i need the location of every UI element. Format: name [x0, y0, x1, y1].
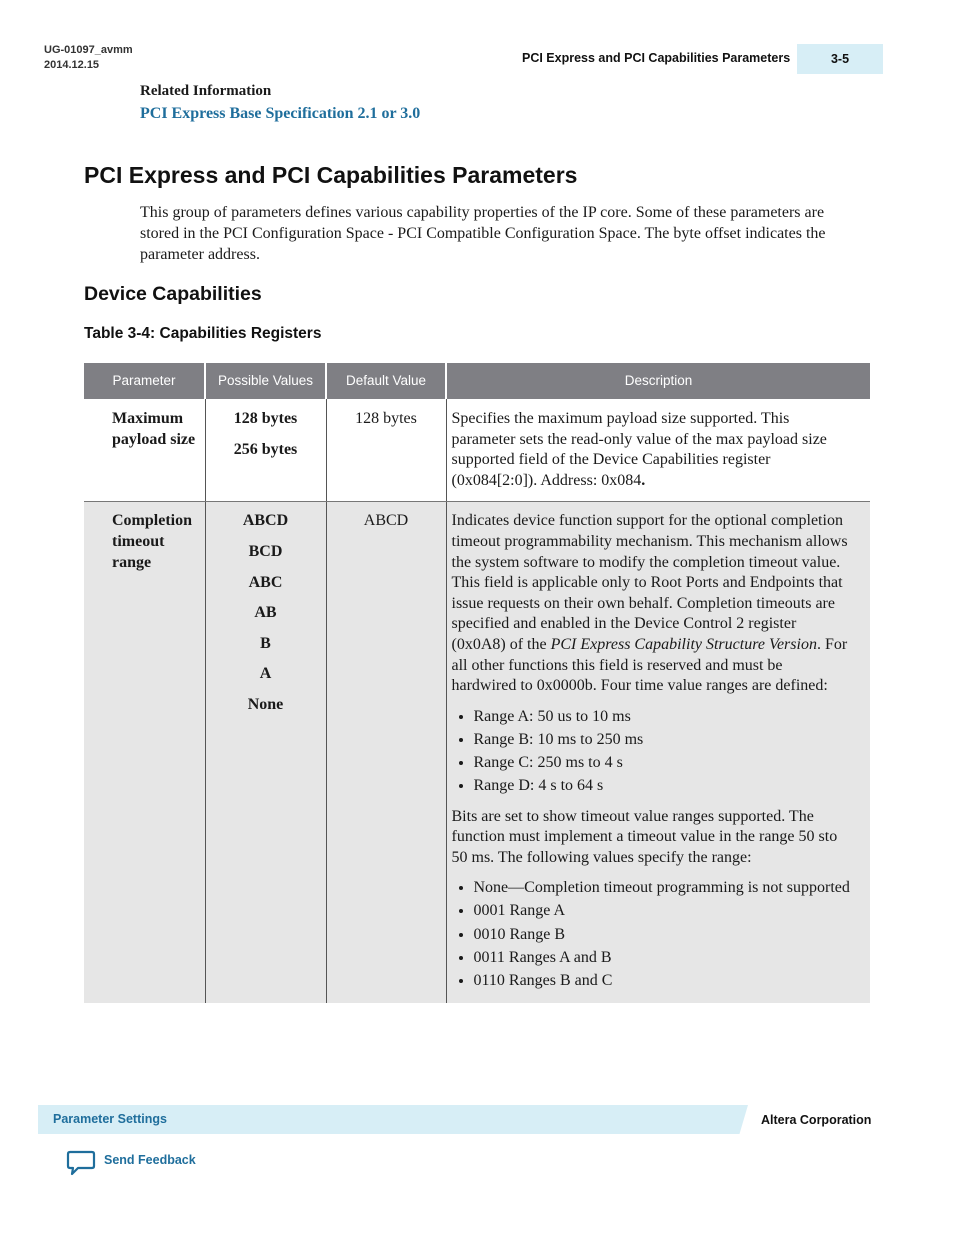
default-value-cell: ABCD: [326, 502, 446, 1003]
value-item: AB: [254, 604, 277, 622]
list-item: • Range A: 50 us to 10 ms: [474, 707, 851, 728]
list-item: • Range C: 250 ms to 4 s: [474, 753, 851, 774]
list-item: • 0010 Range B: [474, 925, 851, 946]
document-id: [44, 43, 133, 73]
description-text: Indicates device function support for the optional completion timeout programmability mechanism. This mechanism allows the system software to modify the completion timeout value. This field is applicable only to Root Ports and Endpoints that issue requests on their own behalf. Completion timeouts are specified and enabled in the Device Control 2 register (0x0A8) of the: [451, 512, 848, 653]
list-item: • None—Completion timeout programming is not supported: [474, 878, 851, 899]
subsection-title: Device Capabilities: [84, 283, 262, 305]
footer-company: Altera Corporation: [761, 1113, 872, 1127]
table-row: [84, 502, 870, 1003]
header-parameter: Parameter: [84, 363, 205, 399]
description-text: Specifies the maximum payload size supported. This parameter sets the read-only value of the max payload size supported field of the Device Capabilities register (0x084[2:0]). Address: 0x084: [451, 410, 827, 489]
range-list: [452, 707, 851, 797]
list-item: • 0001 Range A: [474, 901, 851, 922]
description-paragraph: [452, 511, 851, 696]
feedback-icon[interactable]: [66, 1150, 96, 1181]
related-information-label: Related Information: [140, 83, 272, 99]
default-value-cell: 128 bytes: [326, 399, 446, 502]
description-cell: [446, 399, 870, 502]
table-row: [84, 399, 870, 502]
header-default-value: Default Value: [326, 363, 446, 399]
value-item: BCD: [248, 542, 283, 560]
value-item: 128 bytes: [233, 410, 298, 427]
description-emphasis: PCI Express Capability Structure Version: [550, 635, 817, 653]
parameter-cell: Maximum payload size: [84, 399, 205, 502]
list-item: • Range B: 10 ms to 250 ms: [474, 730, 851, 751]
description-paragraph: Bits are set to show timeout value ranges supported. The function must implement a timeout value in the range 50 sto 50 ms. The following values specify the range:: [451, 807, 838, 866]
doc-date-text: 2014.12.15: [44, 59, 100, 71]
possible-values-cell: [205, 502, 326, 1003]
code-list: [452, 878, 851, 991]
page-number: 3-5: [797, 44, 883, 74]
section-title: PCI Express and PCI Capabilities Parameters: [84, 162, 578, 188]
value-item: None: [247, 695, 284, 713]
header-possible-values: Possible Values: [205, 363, 326, 399]
doc-id-text: UG-01097_avmm: [44, 44, 133, 56]
value-item: ABCD: [242, 512, 289, 530]
pcie-base-spec-link[interactable]: PCI Express Base Specification 2.1 or 3.0: [140, 105, 421, 122]
description-period: .: [641, 471, 646, 489]
possible-values-cell: [205, 399, 326, 502]
footer-chapter-link[interactable]: Parameter Settings: [53, 1112, 167, 1126]
description-cell: [446, 502, 870, 1003]
header-description: Description: [446, 363, 870, 399]
table-header-row: [84, 363, 870, 399]
value-item: B: [260, 634, 271, 652]
table-caption: Table 3-4: Capabilities Registers: [84, 325, 322, 342]
section-body: This group of parameters defines various capability properties of the IP core. Some of these parameters are stored in the PCI Configuration Space - PCI Compatible Configuration Space. The byte offset indicates the parameter address.: [140, 204, 826, 263]
capabilities-table: [84, 363, 870, 1003]
send-feedback-link[interactable]: Send Feedback: [104, 1153, 196, 1167]
list-item: • Range D: 4 s to 64 s: [474, 776, 851, 797]
description-text: . For all other functions this field is reserved and must be hardwired to 0x0000b. Four time value ranges are defined:: [451, 635, 848, 695]
parameter-cell: Completion timeout range: [84, 502, 205, 1003]
list-item: • 0110 Ranges B and C: [474, 971, 851, 992]
value-item: A: [259, 665, 272, 683]
running-header-title: PCI Express and PCI Capabilities Parameters: [522, 51, 791, 65]
value-item: ABC: [248, 573, 283, 591]
value-item: 256 bytes: [233, 440, 298, 458]
list-item: • 0011 Ranges A and B: [474, 948, 851, 969]
